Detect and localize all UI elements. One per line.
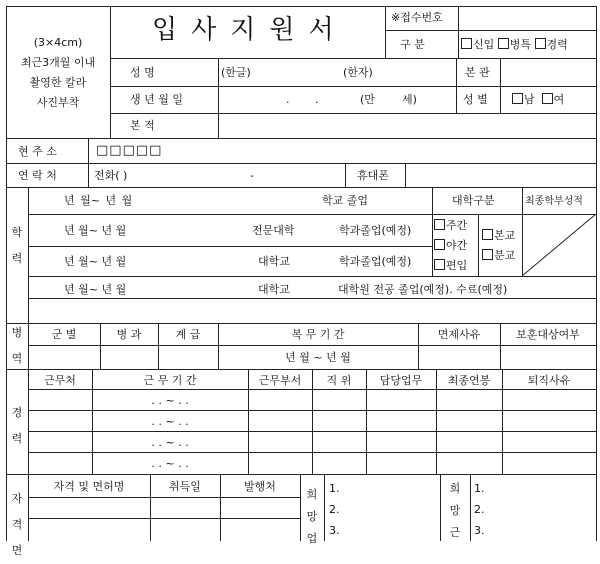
rule	[6, 369, 596, 370]
checkbox[interactable]	[542, 93, 553, 104]
career-header: 근 무 기 간	[143, 374, 197, 387]
gender-label: 성 별	[463, 93, 488, 106]
option-experienced: 경력	[546, 38, 568, 51]
education-status: 학과졸업(예정)	[339, 224, 412, 237]
education-period: 년 월~ 년 월	[64, 255, 127, 268]
campus-option	[482, 229, 515, 242]
rule	[6, 163, 596, 164]
option-male: 남	[524, 93, 535, 106]
rule	[28, 518, 300, 519]
address-label: 현 주 소	[18, 145, 57, 158]
license-header: 발행처	[244, 480, 276, 493]
rule	[6, 323, 596, 324]
final-grade-header: 최종학부성적	[525, 196, 583, 207]
wish-location-label: 희망근	[449, 482, 461, 539]
time-option	[434, 259, 467, 272]
option-night: 야간	[446, 239, 468, 252]
military-section-label: 병역	[11, 326, 23, 365]
rule	[28, 246, 432, 247]
postal-code-boxes[interactable]: □□□□□	[96, 143, 163, 158]
education-status: 학과졸업(예정)	[339, 255, 412, 268]
wish-location-item[interactable]: 3.	[474, 524, 485, 537]
military-period: 년 월 ~ 년 월	[285, 351, 351, 364]
wish-location-item[interactable]: 1.	[474, 482, 485, 495]
age-prefix: (만	[360, 93, 375, 106]
education-period: 년 월~ 년 월	[64, 283, 127, 296]
checkbox[interactable]	[434, 259, 445, 270]
military-header: 복 무 기 간	[291, 328, 345, 341]
rule	[110, 58, 596, 59]
rule	[478, 214, 479, 276]
phone-dash: -	[250, 169, 254, 182]
military-header: 병 과	[116, 328, 142, 341]
education-period: 년 월~ 년 월	[64, 194, 133, 207]
option-transfer: 편입	[446, 259, 468, 272]
checkbox[interactable]	[535, 38, 546, 49]
option-main-campus: 본교	[494, 229, 516, 242]
birth-label: 생 년 월 일	[130, 93, 183, 106]
phone-field[interactable]: 전화( )	[94, 169, 128, 182]
rule	[6, 187, 596, 188]
rule	[218, 58, 219, 138]
career-header: 직 위	[326, 374, 352, 387]
rule	[324, 474, 325, 541]
military-header: 면제사유	[437, 328, 481, 341]
career-period: . . ~ . .	[151, 415, 189, 428]
rule	[385, 6, 386, 58]
option-branch-campus: 분교	[494, 249, 516, 262]
name-label: 성 명	[130, 66, 155, 79]
rule	[300, 474, 301, 541]
wish-job-item[interactable]: 1.	[329, 482, 340, 495]
rule	[110, 113, 596, 114]
diagonal-line	[522, 214, 596, 276]
wish-location-item[interactable]: 2.	[474, 503, 485, 516]
rule	[405, 163, 406, 187]
career-header: 근무부서	[258, 374, 302, 387]
photo-note: 최근3개월 이내	[20, 56, 96, 69]
rule	[110, 6, 111, 138]
photo-note: 사진부착	[36, 96, 80, 109]
birth-separator: .	[315, 93, 319, 106]
option-female: 여	[553, 93, 565, 106]
education-status: 학교 졸업	[322, 194, 369, 207]
checkbox[interactable]	[482, 229, 493, 240]
domicile-label: 본 적	[130, 119, 155, 132]
education-school: 대학교	[258, 255, 290, 268]
receipt-number-label: ※접수번호	[391, 11, 443, 24]
license-section-label: 자격면	[11, 492, 23, 557]
rule	[345, 163, 346, 187]
page-title: 입사지원서	[152, 15, 348, 45]
rule	[470, 474, 471, 541]
time-option	[434, 239, 467, 252]
rule	[458, 6, 459, 58]
time-option	[434, 219, 467, 232]
rule	[28, 276, 596, 277]
campus-option	[482, 249, 515, 262]
career-header: 최종연봉	[447, 374, 491, 387]
career-section-label: 경력	[11, 406, 23, 445]
name-hanja-field[interactable]: (한자)	[343, 66, 373, 79]
wish-job-label: 희망업	[306, 488, 318, 545]
career-period: . . ~ . .	[151, 457, 189, 470]
career-period: . . ~ . .	[151, 394, 189, 407]
education-period: 년 월~ 년 월	[64, 224, 127, 237]
education-status: 대학원 전공 졸업(예정). 수료(예정)	[338, 283, 508, 296]
mobile-label: 휴대폰	[357, 169, 389, 182]
checkbox[interactable]	[434, 219, 445, 230]
category-options	[461, 38, 568, 51]
option-new: 신입	[473, 38, 495, 51]
option-special: 병특	[509, 38, 532, 51]
wish-job-item[interactable]: 3.	[329, 524, 340, 537]
rule	[28, 497, 300, 498]
career-header: 퇴직사유	[527, 374, 571, 387]
photo-note: 촬영한 칼라	[29, 76, 87, 89]
rule	[28, 214, 432, 215]
gender-options	[512, 93, 564, 106]
rule	[28, 298, 596, 299]
origin-label: 본 관	[465, 66, 490, 79]
rule	[385, 30, 596, 31]
education-school: 대학교	[258, 283, 290, 296]
wish-job-item[interactable]: 2.	[329, 503, 340, 516]
rule	[440, 474, 441, 541]
education-school: 전문대학	[252, 224, 295, 237]
contact-label: 연 락 처	[18, 169, 57, 182]
rule	[6, 6, 596, 7]
rule	[6, 138, 596, 139]
university-type-header: 대학구분	[452, 194, 495, 207]
option-day: 주간	[446, 219, 468, 232]
rule	[110, 86, 596, 87]
category-label: 구 분	[400, 38, 425, 51]
career-header: 담당업무	[379, 374, 423, 387]
military-header: 계 급	[175, 328, 201, 341]
birth-separator: .	[286, 93, 290, 106]
photo-size: (3×4cm)	[33, 36, 83, 49]
checkbox[interactable]	[498, 38, 509, 49]
rule	[432, 187, 433, 276]
license-header: 자격 및 면허명	[53, 480, 125, 493]
checkbox[interactable]	[434, 239, 445, 250]
license-header: 취득일	[169, 480, 201, 493]
career-header: 근무처	[44, 374, 76, 387]
name-korean-field[interactable]: (한글)	[221, 66, 251, 79]
rule	[28, 345, 596, 346]
rule	[500, 58, 501, 113]
rule	[88, 138, 89, 187]
checkbox[interactable]	[512, 93, 523, 104]
military-header: 보훈대상여부	[516, 328, 580, 341]
military-header: 군 별	[51, 328, 77, 341]
rule	[596, 6, 597, 541]
age-suffix: 세)	[402, 93, 417, 106]
checkbox[interactable]	[482, 249, 493, 260]
checkbox[interactable]	[461, 38, 472, 49]
education-section-label: 학력	[11, 226, 23, 265]
rule	[6, 474, 596, 475]
rule	[456, 58, 457, 113]
career-period: . . ~ . .	[151, 436, 189, 449]
